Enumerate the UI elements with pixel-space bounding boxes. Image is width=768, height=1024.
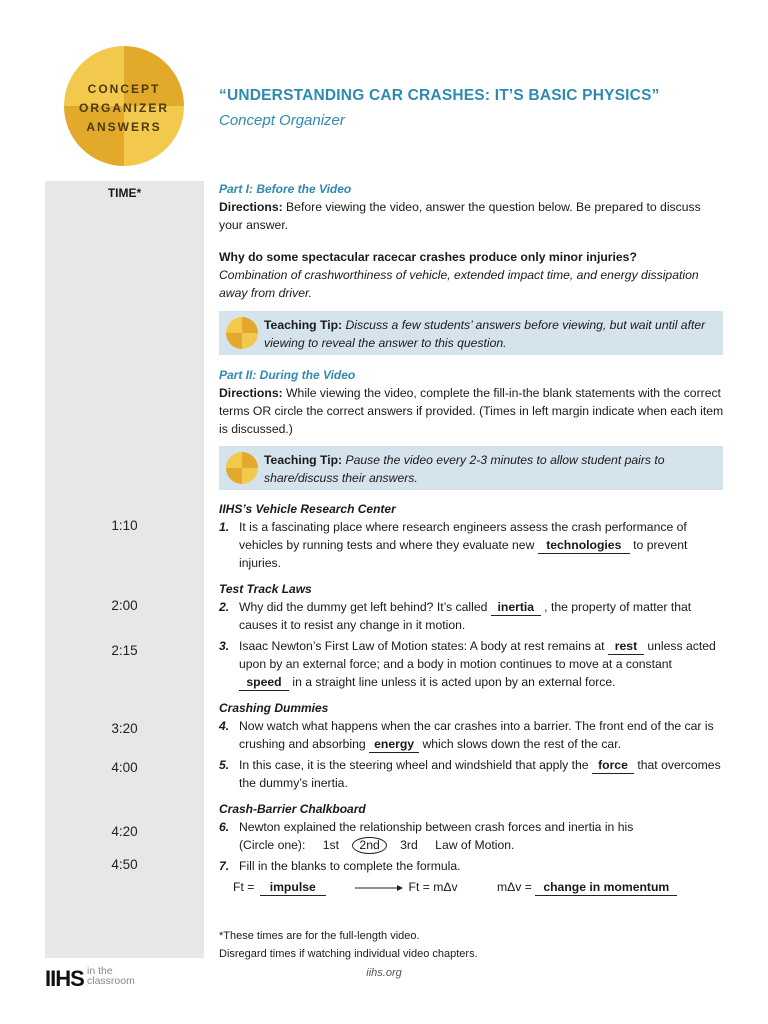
part-1-section [219,180,724,302]
badge-line-3: ANSWERS [86,120,162,134]
answer-blank: speed [239,675,289,691]
footnote-line: *These times are for the full-length video. [219,930,420,942]
item-text: Newton explained the relationship between crash forces and inertia in his [239,820,634,834]
item-number: 4. [219,719,230,733]
item-text: unless acted upon by an external force; and a body in motion continues to move at a constant [239,639,716,671]
question-item-5 [219,756,724,792]
answer-blank: force [592,758,634,774]
item-text: Why did the dummy get left behind? It’s called [239,600,491,614]
time-marker: 4:00 [111,760,138,775]
section-heading: Crash-Barrier Chalkboard [219,802,366,816]
item-text: Now watch what happens when the car crashes into a barrier. The front end of the car is crushing and absorbing [239,719,714,751]
item-text: , the property of matter that causes it to resist any change in it motion. [239,600,692,632]
formula-blank-impulse: impulse [260,880,326,896]
question-item-4 [219,717,724,753]
badge-line-2: ORGANIZER [79,101,169,115]
part-1-heading: Part I: Before the Video [219,182,352,196]
section-heading: Crashing Dummies [219,701,329,715]
teaching-tip-text [264,316,714,352]
time-marker: 3:20 [111,721,138,736]
item-number: 7. [219,859,230,873]
item-number: 6. [219,820,230,834]
directions-label: Directions: [219,386,283,400]
answer-blank: energy [369,737,419,753]
teaching-tip-text [264,451,714,487]
concept-organizer-badge [64,46,184,166]
item-text: which slows down the rest of the car. [419,737,621,751]
footnote-line: Disregard times if watching individual video chapters. [219,948,478,960]
badge-text [64,80,184,137]
logo-wordmark: IIHS [45,966,84,991]
item-text: to prevent injuries. [239,538,688,570]
part-1-question: Why do some spectacular racecar crashes produce only minor injuries? [219,250,637,264]
item-text: Isaac Newton’s First Law of Motion states: A body at rest remains at [239,639,608,653]
teaching-tip-2 [219,446,723,490]
answer-blank: inertia [491,600,541,616]
option-1st: 1st [322,838,340,852]
item-text: Law of Motion. [435,838,515,852]
item-number: 5. [219,758,230,772]
part-1-answer: Combination of crashworthiness of vehicle, extended impact time, and energy dissipation away from driver. [219,268,699,300]
item-text: in a straight line unless it is acted upon by an external force. [289,675,616,689]
question-item-2 [219,598,724,634]
question-item-7 [219,857,724,875]
tip-body: Discuss a few students’ answers before viewing, but wait until after viewing to reveal the answer to this question. [264,318,706,350]
directions-text: Before viewing the video, answer the question below. Be prepared to discuss your answer. [219,200,701,232]
pie-icon [226,317,258,349]
item-number: 2. [219,600,230,614]
section-heading: IIHS’s Vehicle Research Center [219,502,396,516]
arrow-icon [355,883,403,893]
tip-body: Pause the video every 2-3 minutes to allow student pairs to share/discuss their answers. [264,453,665,485]
question-item-6 [219,818,724,854]
section-heading: Test Track Laws [219,582,312,596]
time-margin-column [45,181,204,958]
time-marker: 4:50 [111,857,138,872]
footnote [219,927,724,963]
logo-subtext-line: classroom [87,975,135,987]
document-subtitle: Concept Organizer [219,112,345,129]
item-text: that overcomes the dummy’s inertia. [239,758,721,790]
part-2-directions [219,384,724,438]
directions-label: Directions: [219,200,283,214]
formula-blank-momentum: change in momentum [535,880,677,896]
question-item-1 [219,518,724,572]
time-marker: 1:10 [111,518,138,533]
formula-equation: Ft = mΔv [408,880,458,894]
document-title: “UNDERSTANDING CAR CRASHES: IT’S BASIC PHYSICS” [219,87,660,104]
part-2-heading: Part II: During the Video [219,368,356,382]
formula-label: mΔv = [497,880,532,894]
part-2-section [219,366,724,438]
logo-subtext-line: in the [87,965,113,977]
logo-subtext [87,966,135,986]
time-marker: 2:15 [111,643,138,658]
directions-text: While viewing the video, complete the fill-in-the blank statements with the correct terms OR circle the correct answers if provided. (Times in left margin indicate when each item is discussed.) [219,386,724,436]
formula-label: Ft = [233,880,255,894]
answer-blank: rest [608,639,644,655]
item-text: Fill in the blanks to complete the formula. [239,859,461,873]
badge-line-1: CONCEPT [87,82,161,96]
footer-url: iihs.org [366,967,402,979]
iihs-logo [45,965,135,992]
part-1-directions [219,198,724,234]
option-2nd-circled: 2nd [352,837,386,854]
answer-blank: technologies [538,538,630,554]
tip-label: Teaching Tip: [264,318,343,332]
option-3rd: 3rd [400,838,418,852]
formula-row [233,878,713,896]
time-marker: 2:00 [111,598,138,613]
tip-label: Teaching Tip: [264,453,343,467]
time-marker: 4:20 [111,824,138,839]
item-number: 1. [219,520,230,534]
item-text: In this case, it is the steering wheel and windshield that apply the [239,758,592,772]
teaching-tip-1 [219,311,723,355]
pie-icon [226,452,258,484]
time-column-header: TIME* [107,186,142,200]
question-item-3 [219,637,724,691]
circle-options [239,836,724,854]
item-text: It is a fascinating place where research engineers assess the crash performance of vehicles by running tests and where they evaluate new [239,520,687,552]
circle-label: (Circle one): [239,838,306,852]
item-number: 3. [219,639,230,653]
